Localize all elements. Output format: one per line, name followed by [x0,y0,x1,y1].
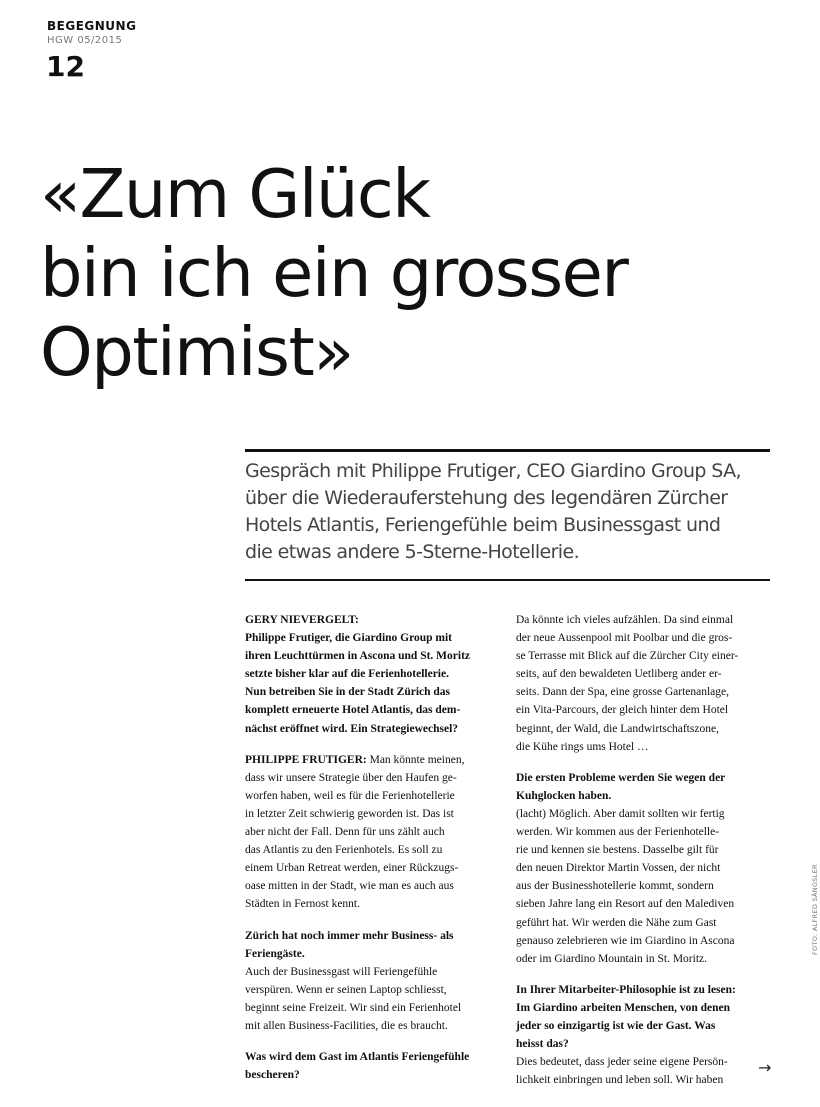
lead-bottom-rule [245,579,770,581]
answer-line: die Kühe rings ums Hotel … [516,740,649,753]
answer-line [245,751,510,769]
question-line: Zürich hat noch immer mehr Business- als [245,929,454,942]
paragraph-gap [245,1035,510,1048]
answer-text: Man könnte meinen, [366,753,465,766]
answer-line: sieben Jahre lang ein Resort auf den Malediven [516,898,735,911]
answer-line: oder im Giardino Mountain in St. Moritz. [516,952,708,965]
lead-line: die etwas andere 5-Sterne-Hotellerie. [245,541,580,563]
answer-line: lichkeit einbringen und leben soll. Wir haben [516,1074,724,1087]
answer-line: genauso zelebrieren wie im Giardino in Ascona [516,934,735,947]
answer-line: seits. Dann der Spa, eine grosse Gartenanlage, [516,686,729,699]
paragraph-gap [516,756,781,769]
headline-line: «Zum Glück [40,155,430,233]
answer-line: ein Vita-Parcours, der gleich hinter dem Hotel [516,704,729,717]
paragraph-gap [245,914,510,927]
answer-line: beginnt seine Freizeit. Wir sind ein Ferienhotel [245,1001,462,1014]
section-label: BEGEGNUNG [47,19,137,33]
next-page-arrow-icon[interactable]: → [758,1058,772,1077]
page-number: 12 [46,50,85,83]
answer-line: der neue Aussenpool mit Poolbar und die gros- [516,632,733,645]
question-line: Die ersten Probleme werden Sie wegen der [516,771,726,784]
headline-line: bin ich ein grosser [40,234,628,312]
answer-line: das Atlantis zu den Ferienhotels. Es soll zu [245,844,443,857]
answer-line: Städten in Fernost kennt. [245,898,360,911]
lead-paragraph [245,458,775,566]
answer-line: geführt hat. Wir werden die Nähe zum Gast [516,916,717,929]
answer-line: werden. Wir kommen aus der Ferienhotelle- [516,826,720,839]
answer-line: aber nicht der Fall. Denn für uns zählt auch [245,826,445,839]
question-line: Nun betreiben Sie in der Stadt Zürich das [245,686,451,699]
lead-line: Gespräch mit Philippe Frutiger, CEO Giardino Group SA, [245,460,741,482]
answer-line: Da könnte ich vieles aufzählen. Da sind einmal [516,614,734,626]
question-line: Feriengäste. [245,947,305,960]
answer-line: den neuen Direktor Martin Vossen, der nicht [516,862,721,875]
speaker-name: PHILIPPE FRUTIGER: [245,753,367,766]
answer-line: oase mitten in der Stadt, wie man es auch aus [245,880,454,893]
lead-line: über die Wiederauferstehung des legendären Zürcher [245,487,728,509]
article-column-left [245,611,510,1084]
headline [40,155,800,392]
question-line: heisst das? [516,1038,569,1051]
article-column-right [516,611,781,1089]
answer-line: verspüren. Wenn er seinen Laptop schliesst, [245,983,447,996]
question-line: jeder so einzigartig ist wie der Gast. Was [516,1019,716,1032]
question-line: setzte bisher klar auf die Ferienhotellerie. [245,668,449,681]
answer-line: einem Urban Retreat werden, einer Rückzugs- [245,862,459,875]
photo-credit: FOTO: ALFRED SÄNGSLER [811,864,819,955]
answer-line: rie und kennen sie bestens. Dasselbe gilt für [516,844,719,857]
answer-line: mit allen Business-Facilities, die es braucht. [245,1019,448,1032]
issue-label: HGW 05/2015 [47,35,123,46]
answer-line: dass wir unsere Strategie über den Haufen ge- [245,771,457,784]
paragraph-gap [245,738,510,751]
answer-line: (lacht) Möglich. Aber damit sollten wir fertig [516,807,725,820]
question-line: nächst eröffnet wird. Ein Strategiewechsel? [245,722,459,735]
question-line: In Ihrer Mitarbeiter-Philosophie ist zu lesen: [516,983,736,996]
answer-line: worfen haben, weil es für die Ferienhotellerie [245,789,455,802]
lead-line: Hotels Atlantis, Feriengefühle beim Businessgast und [245,514,721,536]
question-line: Philippe Frutiger, die Giardino Group mit [245,632,453,645]
answer-line: seits, auf den bewaldeten Uetliberg ander er- [516,668,722,681]
question-line: bescheren? [245,1069,300,1082]
question-line: komplett erneuerte Hotel Atlantis, das dem- [245,704,461,717]
answer-line: Dies bedeutet, dass jeder seine eigene Persön- [516,1056,728,1069]
headline-line: Optimist» [40,313,353,391]
answer-line: in letzter Zeit schwierig geworden ist. Das ist [245,807,454,820]
answer-line: Auch der Businessgast will Feriengefühle [245,965,438,978]
answer-line: beginnt, der Wald, die Landwirtschaftszone, [516,722,719,735]
question-line: ihren Leuchttürmen in Ascona und St. Moritz [245,650,471,663]
lead-top-rule [245,449,770,452]
interviewer-name: GERY NIEVERGELT: [245,614,359,626]
question-line: Kuhglocken haben. [516,789,612,802]
paragraph-gap [516,968,781,981]
question-line: Im Giardino arbeiten Menschen, von denen [516,1001,731,1014]
answer-line: se Terrasse mit Blick auf die Zürcher City einer- [516,650,739,663]
question-line: Was wird dem Gast im Atlantis Feriengefühle [245,1051,470,1064]
answer-line: aus der Businesshotellerie kommt, sondern [516,880,714,893]
